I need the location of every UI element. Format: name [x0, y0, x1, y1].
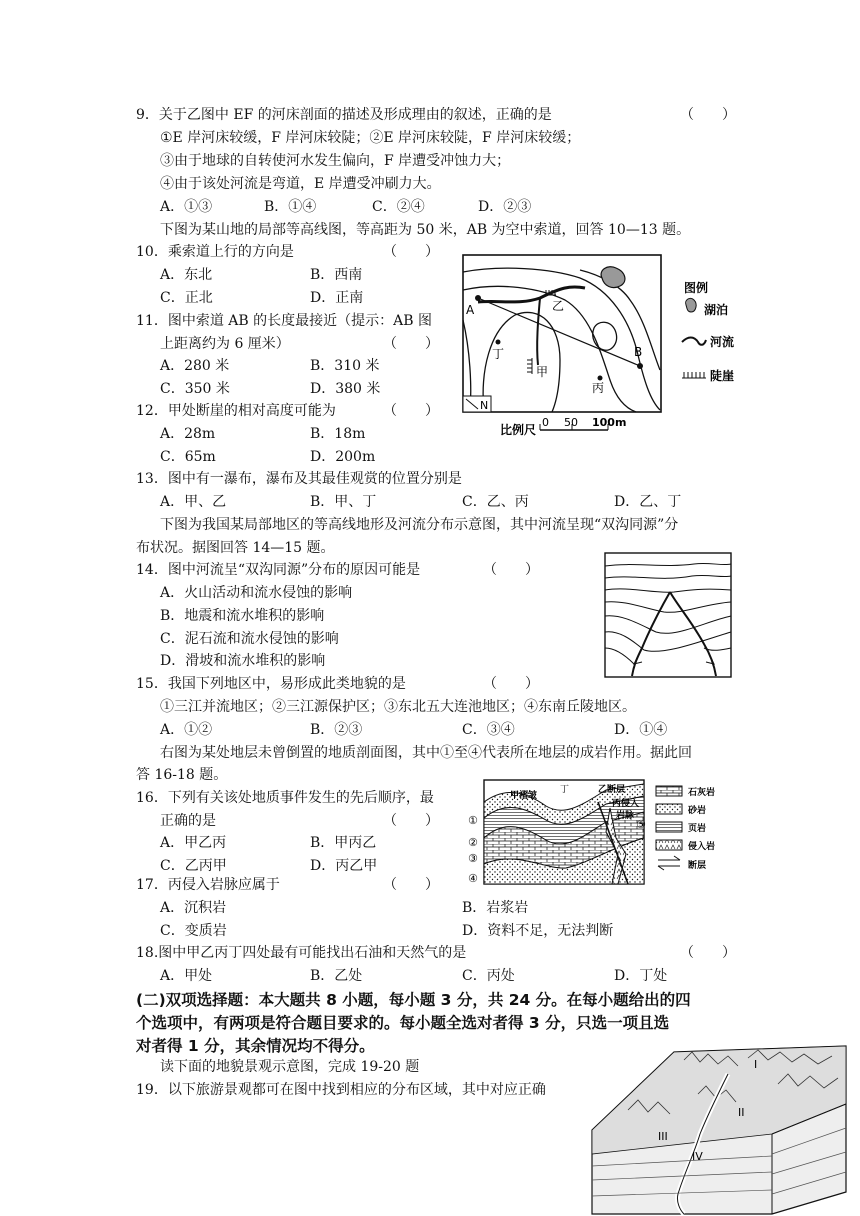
point-bing — [598, 376, 603, 381]
legend-cliff: 陡崖 — [710, 369, 735, 383]
q13-option-d: D．乙、丁 — [614, 494, 682, 510]
q14-option-a: A．火山活动和流水侵蚀的影响 — [160, 585, 353, 601]
scale-label: 比例尺 — [500, 423, 537, 437]
point-ding — [496, 340, 501, 345]
q11-option-a: A．280 米 — [160, 358, 230, 374]
q10-option-d: D．正南 — [310, 290, 364, 306]
intro-14-15: 下图为我国某局部地区的等高线地形及河流分布示意图，其中河流呈现“双沟同源”分 — [160, 517, 679, 533]
geo-marker-2: ② — [468, 836, 478, 849]
legend-title: 图例 — [684, 281, 709, 295]
q12-option-d: D．200m — [310, 449, 376, 465]
section2-heading-line1: (二)双项选择题：本大题共 8 小题，每小题 3 分，共 24 分。在每小题给出的四 — [136, 991, 691, 1009]
q13-stem: 13．图中有一瀑布，瀑布及其最佳观赏的位置分别是 — [136, 471, 462, 487]
q13-option-a: A．甲、乙 — [160, 494, 227, 510]
q16-option-c: C．乙丙甲 — [160, 858, 227, 874]
q18-option-c: C．丙处 — [462, 968, 515, 984]
legend-lake: 湖泊 — [704, 303, 729, 317]
intro-16-18-cont: 答 16-18 题。 — [136, 767, 228, 783]
label-b: B — [634, 345, 643, 359]
q17-option-d: D．资料不足，无法判断 — [462, 923, 614, 939]
q16-option-a: A．甲乙丙 — [160, 835, 227, 851]
q18-option-b: B．乙处 — [310, 968, 363, 984]
q17-answer-paren: （ ） — [383, 877, 439, 893]
point-a — [475, 295, 481, 301]
intro-16-18: 右图为某处地层未曾倒置的地质剖面图，其中①至④代表所在地层的成岩作用。据此回 — [160, 745, 692, 761]
scale-50: 50 — [564, 416, 578, 429]
q18-answer-paren: （ ） — [680, 945, 736, 961]
label-bing: 丙 — [592, 381, 605, 395]
q18-stem: 18.图中甲乙丙丁四处最有可能找出石油和天然气的是 — [136, 945, 467, 961]
q9-stem: 9．关于乙图中 EF 的河床剖面的描述及形成理由的叙述，正确的是 — [136, 107, 552, 123]
label-a: A — [466, 303, 475, 317]
legend-river: 河流 — [710, 335, 735, 349]
label-intrusion-2: 岩脉 — [616, 811, 635, 821]
q9-statement-2: ③由于地球的自转使河水发生偏向，F 岸遭受冲蚀力大； — [160, 153, 511, 169]
q12-option-b: B．18m — [310, 426, 366, 442]
q19-stem: 19．以下旅游景观都可在图中找到相应的分布区域，其中对应正确 — [136, 1082, 546, 1098]
point-b — [637, 363, 643, 369]
q11-answer-paren: （ ） — [383, 336, 439, 352]
q10-option-a: A．东北 — [160, 267, 213, 283]
q17-option-c: C．变质岩 — [160, 923, 227, 939]
q9-statement-1: ①E 岸河床较缓，F 岸河床较陡；②E 岸河床较陡，F 岸河床较缓； — [160, 130, 581, 146]
q9-statement-3: ④由于该处河流是弯道，E 岸遭受冲刷力大。 — [160, 176, 441, 192]
q15-option-c: C．③④ — [462, 722, 515, 738]
q9-option-a: A．①③ — [160, 199, 213, 215]
section2-heading-line3: 对者得 1 分，其余情况均不得分。 — [136, 1037, 375, 1055]
q15-statement: ①三江并流地区；②三江源保护区；③东北五大连池地区；④东南丘陵地区。 — [160, 699, 636, 715]
q16-option-d: D．丙乙甲 — [310, 858, 378, 874]
legend-sandstone-swatch — [656, 804, 682, 814]
q15-stem: 15．我国下列地区中，易形成此类地貌的是 — [136, 676, 406, 692]
q16-stem-2: 正确的是 — [160, 813, 216, 829]
q14-option-c: C．泥石流和流水侵蚀的影响 — [160, 631, 339, 647]
q15-option-b: B．②③ — [310, 722, 363, 738]
q12-option-c: C．65m — [160, 449, 216, 465]
region-label-3: III — [658, 1130, 668, 1143]
q11-stem: 11．图中索道 AB 的长度最接近（提示：AB 图 — [136, 313, 432, 329]
legend-limestone-swatch — [656, 786, 682, 796]
q10-option-b: B．西南 — [310, 267, 363, 283]
q17-option-a: A．沉积岩 — [160, 900, 227, 916]
legend-limestone: 石灰岩 — [688, 788, 716, 798]
q12-option-a: A．28m — [160, 426, 216, 442]
q13-option-c: C．乙、丙 — [462, 494, 529, 510]
q16-stem: 16．下列有关该处地质事件发生的先后顺序，最 — [136, 790, 434, 806]
geo-marker-3: ③ — [468, 852, 478, 865]
q9-option-c: C．②④ — [372, 199, 425, 215]
intro-14-15-cont: 布状况。据图回答 14—15 题。 — [136, 540, 335, 556]
q10-option-c: C．正北 — [160, 290, 213, 306]
section2-heading-line2: 个选项中，有两项是符合题目要求的。每小题全选对者得 3 分，只选一项且选 — [136, 1014, 670, 1032]
q11-stem-2: 上距离约为 6 厘米） — [160, 336, 290, 352]
q18-option-a: A．甲处 — [160, 968, 213, 984]
q9-answer-paren: （ ） — [680, 107, 736, 123]
q14-option-b: B．地震和流水堆积的影响 — [160, 608, 325, 624]
region-label-1: I — [754, 1058, 758, 1071]
label-jia: 甲 — [536, 365, 549, 379]
q10-answer-paren: （ ） — [383, 244, 439, 260]
q11-option-c: C．350 米 — [160, 381, 230, 397]
q15-option-a: A．①② — [160, 722, 213, 738]
scale-100: 100m — [592, 416, 627, 429]
q9-option-d: D．②③ — [478, 199, 532, 215]
label-fault: 乙断层 — [598, 785, 626, 795]
q15-answer-paren: （ ） — [483, 676, 539, 692]
geo-marker-5: ⑤ — [636, 818, 646, 831]
legend-igneous: 侵入岩 — [688, 842, 716, 852]
double-source-river-figure — [604, 552, 732, 678]
region-label-4: IV — [692, 1150, 703, 1163]
geo-marker-1: ① — [468, 814, 478, 827]
geo-marker-4: ④ — [468, 872, 478, 885]
landscape-block-diagram — [588, 1044, 850, 1216]
label-north: N — [480, 399, 489, 412]
contour-map-figure — [460, 250, 735, 446]
label-syncline: 甲褶皱 — [510, 791, 538, 801]
legend-shale-swatch — [656, 822, 682, 832]
legend-shale: 页岩 — [688, 824, 707, 834]
q14-stem: 14．图中河流呈“双沟同源”分布的原因可能是 — [136, 562, 421, 578]
legend-sandstone: 砂岩 — [688, 806, 707, 816]
legend-cliff-icon — [682, 372, 706, 378]
q10-stem: 10．乘索道上行的方向是 — [136, 244, 294, 260]
legend-river-icon — [682, 338, 706, 345]
q16-answer-paren: （ ） — [383, 813, 439, 829]
q17-stem: 17．丙侵入岩脉应属于 — [136, 877, 280, 893]
region-label-2: II — [738, 1106, 745, 1119]
label-ding: 丁 — [492, 347, 505, 361]
q11-option-b: B．310 米 — [310, 358, 380, 374]
legend-igneous-swatch — [656, 840, 682, 850]
legend-fault-icon — [658, 856, 680, 870]
legend-lake-icon — [686, 298, 697, 312]
q14-answer-paren: （ ） — [483, 562, 539, 578]
q12-answer-paren: （ ） — [383, 403, 439, 419]
q17-option-b: B．岩浆岩 — [462, 900, 529, 916]
intro-10-13: 下图为某山地的局部等高线图，等高距为 50 米，AB 为空中索道，回答 10—13 题。 — [160, 222, 691, 238]
q15-option-d: D．①④ — [614, 722, 668, 738]
q11-option-d: D．380 米 — [310, 381, 381, 397]
q12-stem: 12．甲处断崖的相对高度可能为 — [136, 403, 336, 419]
label-geo-ding: 丁 — [560, 785, 570, 795]
q13-option-b: B．甲、丁 — [310, 494, 377, 510]
label-yi: 乙 — [552, 299, 565, 313]
intro-19-20: 读下面的地貌景观示意图，完成 19-20 题 — [160, 1059, 420, 1075]
q18-option-d: D．丁处 — [614, 968, 668, 984]
scale-0: 0 — [542, 416, 549, 429]
q16-option-b: B．甲丙乙 — [310, 835, 377, 851]
q14-option-d: D．滑坡和流水堆积的影响 — [160, 653, 326, 669]
geologic-section-figure — [466, 778, 756, 888]
legend-fault: 断层 — [688, 861, 707, 871]
q9-option-b: B．①④ — [264, 199, 317, 215]
label-intrusion-1: 丙侵入 — [612, 799, 640, 809]
